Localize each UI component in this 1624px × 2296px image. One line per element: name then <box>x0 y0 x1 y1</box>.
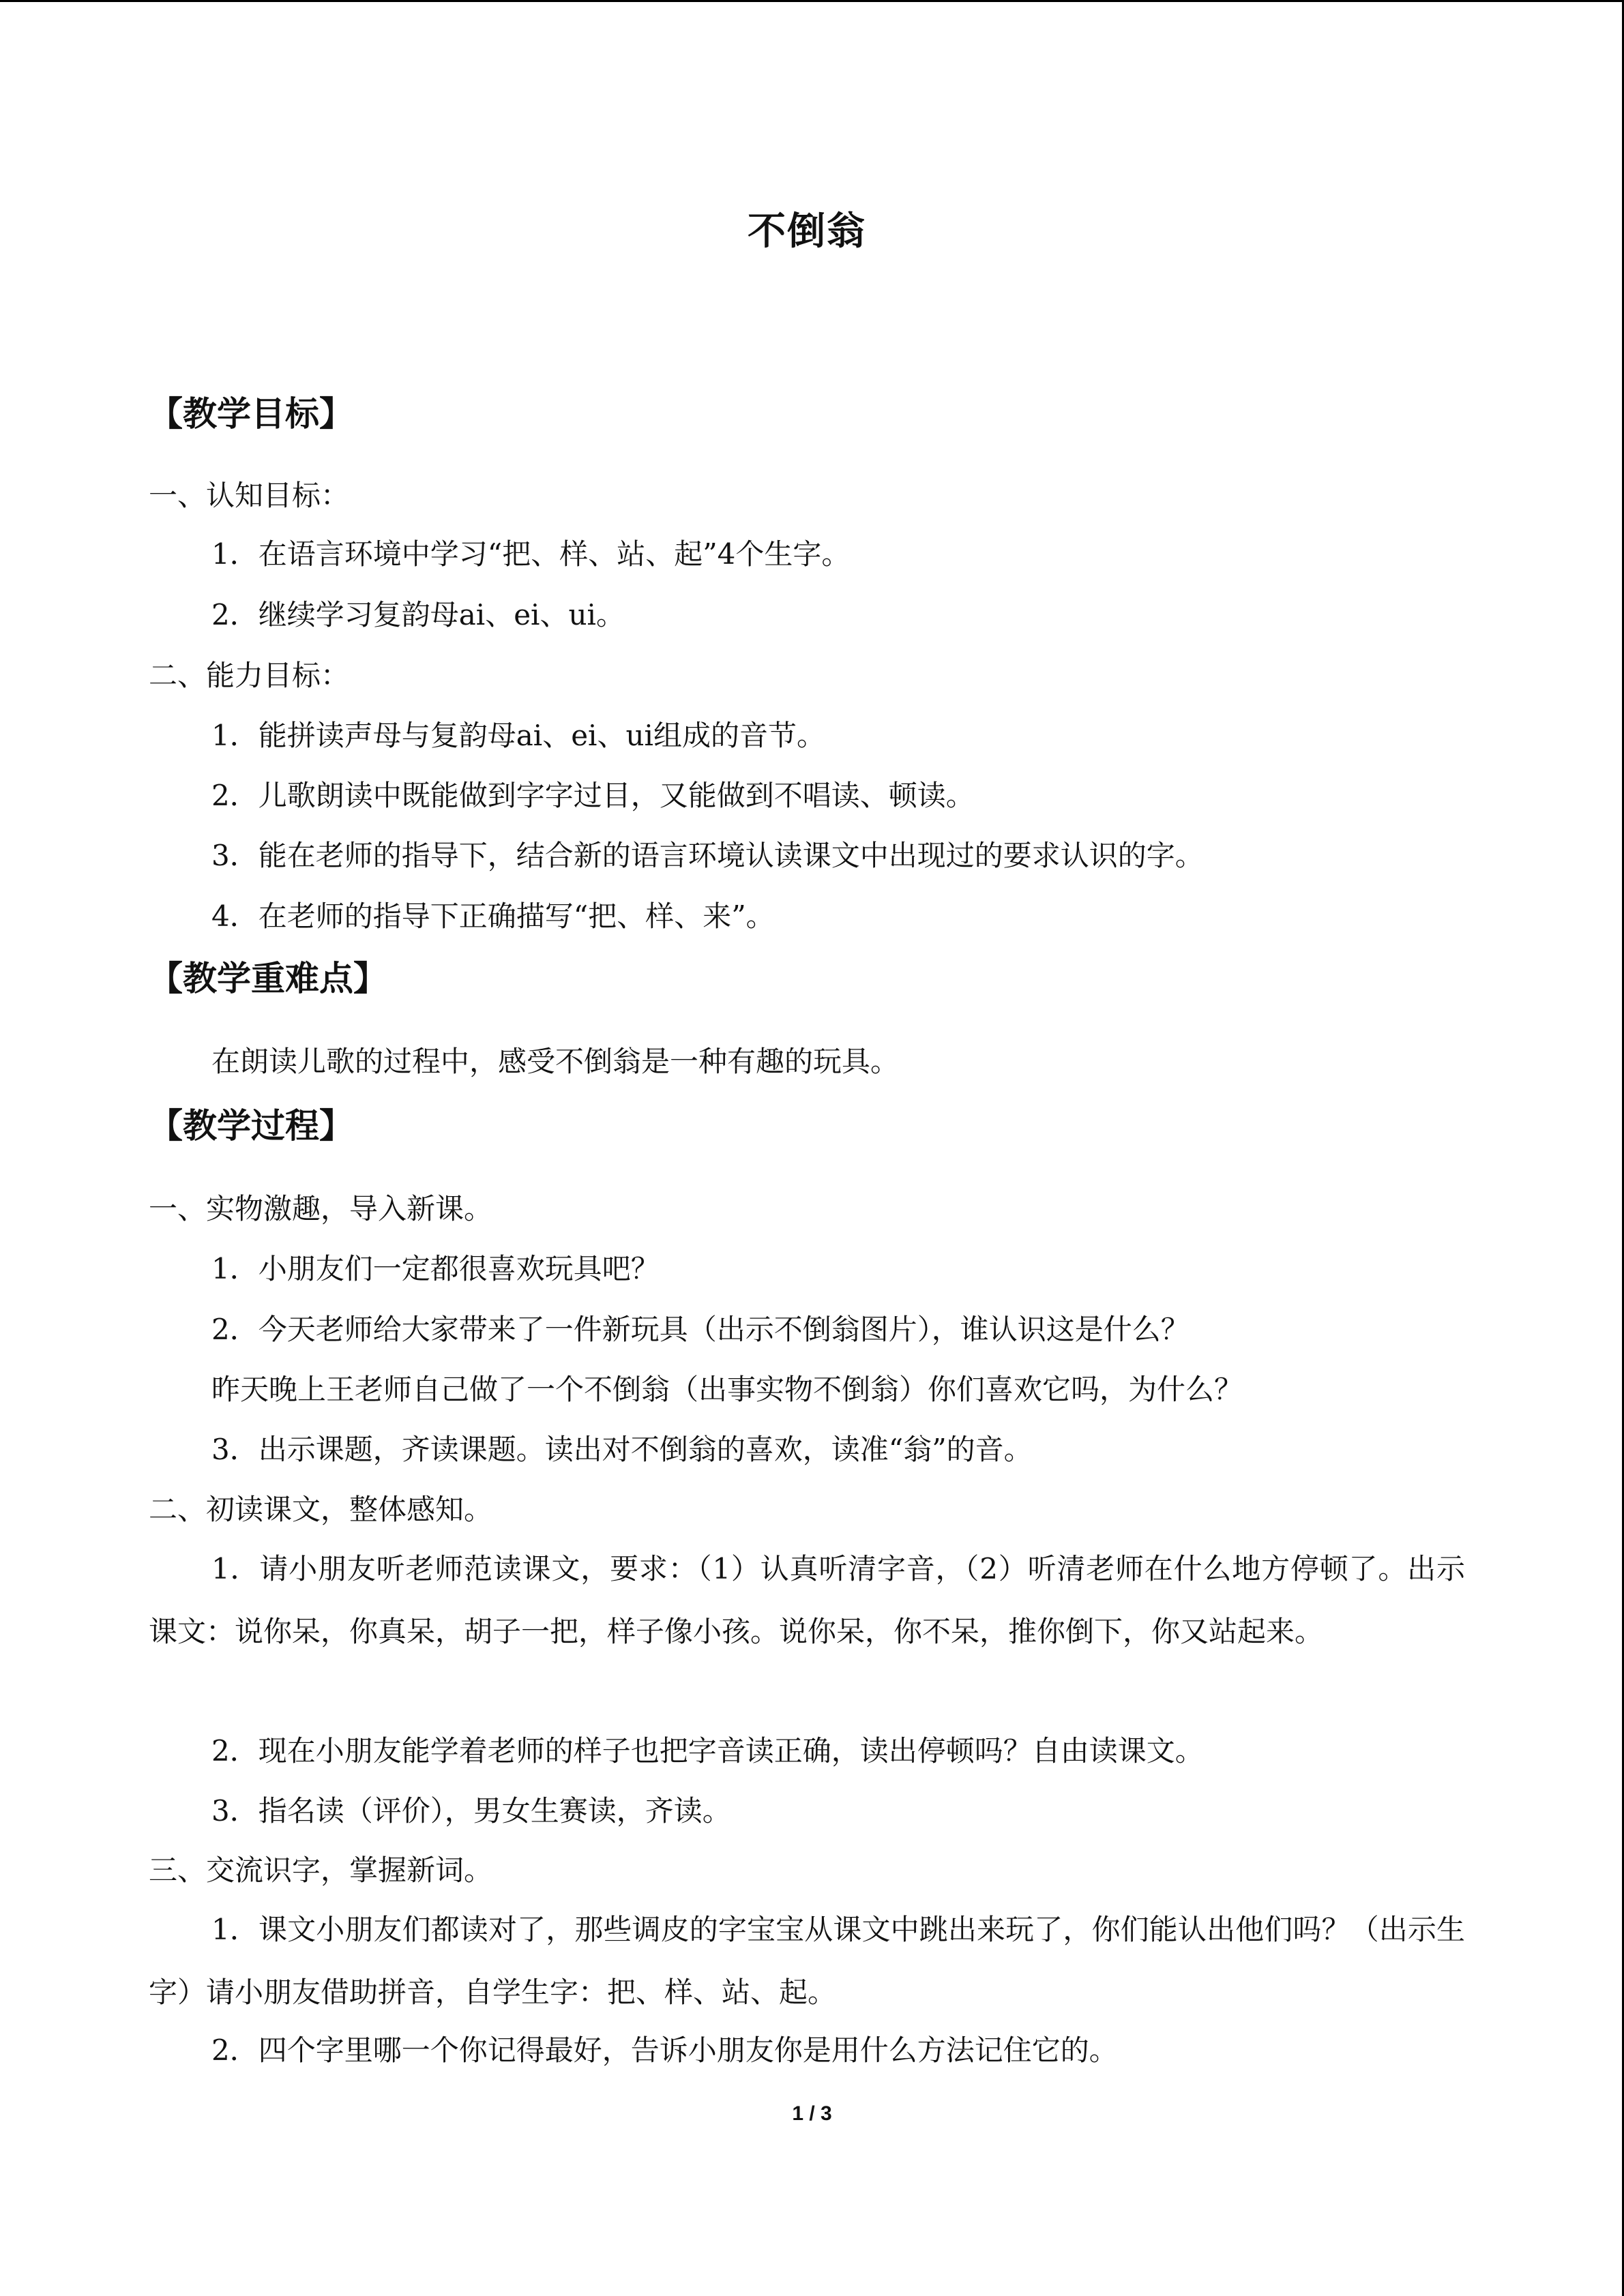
page-number: 1 / 3 <box>792 2102 832 2125</box>
step3-paragraph: 1．课文小朋友们都读对了，那些调皮的字宝宝从课文中跳出来玩了，你们能认出他们吗？（出示生字）请小朋友借助拼音，自学生字：把、样、站、起。 <box>149 1913 1465 2009</box>
step2-item: 3．指名读（评价），男女生赛读，齐读。 <box>211 1794 731 1828</box>
ability-item: 4．在老师的指导下正确描写“把、样、来”。 <box>211 899 775 933</box>
step3-title: 三、交流识字，掌握新词。 <box>149 1853 493 1887</box>
cognitive-item: 1．在语言环境中学习“把、样、站、起”4个生字。 <box>211 537 851 571</box>
step3-item: 2．四个字里哪一个你记得最好，告诉小朋友你是用什么方法记住它的。 <box>211 2033 1118 2067</box>
step1-title: 一、实物激趣，导入新课。 <box>149 1192 493 1225</box>
page-title: 不倒翁 <box>748 209 866 254</box>
step2-paragraph: 1．请小朋友听老师范读课文，要求：（1）认真听清字音，（2）听清老师在什么地方停顿了。出示课文：说你呆，你真呆，胡子一把，样子像小孩。说你呆，你不呆，推你倒下，你又站起来。 <box>149 1552 1465 1648</box>
heading-key-points: 【教学重难点】 <box>149 959 387 998</box>
step1-item: 昨天晚上王老师自己做了一个不倒翁（出事实物不倒翁）你们喜欢它吗，为什么？ <box>211 1373 1243 1406</box>
step2-item: 2．现在小朋友能学着老师的样子也把字音读正确，读出停顿吗？自由读课文。 <box>211 1734 1204 1768</box>
cognitive-item: 2．继续学习复韵母ai、ei、ui。 <box>211 598 625 631</box>
step2-title: 二、初读课文，整体感知。 <box>149 1493 493 1526</box>
cognitive-title: 一、认知目标： <box>149 479 350 512</box>
key-points-text: 在朗读儿歌的过程中，感受不倒翁是一种有趣的玩具。 <box>211 1045 900 1078</box>
step1-item: 1．小朋友们一定都很喜欢玩具吧？ <box>211 1252 660 1285</box>
heading-process: 【教学过程】 <box>149 1106 353 1146</box>
ability-item: 2．儿歌朗读中既能做到字字过目，又能做到不唱读、顿读。 <box>211 779 975 812</box>
heading-objectives: 【教学目标】 <box>149 394 353 434</box>
ability-item: 1．能拼读声母与复韵母ai、ei、ui组成的音节。 <box>211 719 825 752</box>
step1-item: 3．出示课题，齐读课题。读出对不倒翁的喜欢，读准“翁”的音。 <box>211 1433 1033 1466</box>
ability-item: 3．能在老师的指导下，结合新的语言环境认读课文中出现过的要求认识的字。 <box>211 839 1204 872</box>
step1-item: 2．今天老师给大家带来了一件新玩具（出示不倒翁图片），谁认识这是什么？ <box>211 1313 1190 1346</box>
ability-title: 二、能力目标： <box>149 659 350 692</box>
